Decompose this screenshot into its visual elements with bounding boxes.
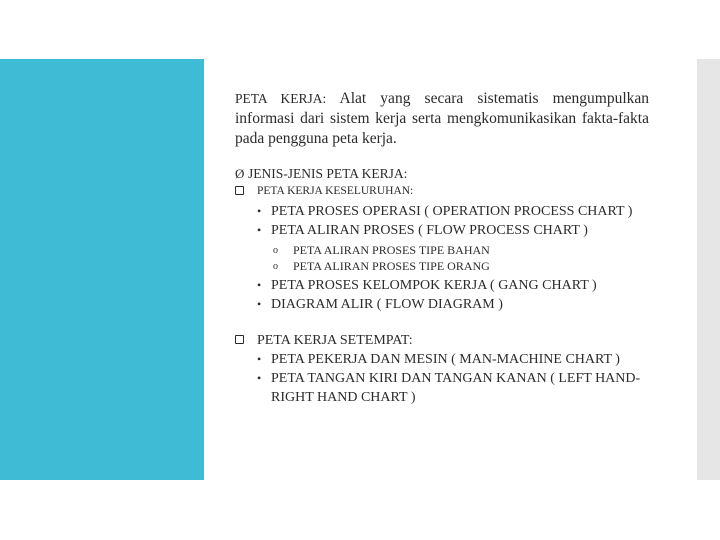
list-item-text: DIAGRAM ALIR ( FLOW DIAGRAM ) [271, 297, 503, 312]
sub-list-item-text: PETA ALIRAN PROSES TIPE BAHAN [293, 243, 490, 257]
slide [0, 59, 720, 480]
side-strip [697, 59, 720, 480]
circle-bullet-icon: o [273, 245, 278, 256]
circle-bullet-icon: o [273, 260, 278, 272]
slide-content [235, 89, 649, 407]
list-item-text: PETA PROSES KELOMPOK KERJA ( GANG CHART ) [271, 278, 597, 293]
list-item-text: PETA ALIRAN PROSES ( FLOW PROCESS CHART ) [271, 223, 588, 238]
list-item-text: PETA PEKERJA DAN MESIN ( MAN-MACHINE CHART ) [271, 352, 620, 367]
sub-list-item [235, 259, 649, 275]
list-item [235, 369, 649, 407]
dot-bullet-icon: • [257, 297, 262, 311]
intro-paragraph [235, 89, 649, 149]
dot-bullet-icon: • [257, 352, 262, 366]
section-overall-title-text: PETA KERJA KESELURUHAN: [257, 185, 414, 197]
list-item-text: PETA PROSES OPERASI ( OPERATION PROCESS CHART ) [271, 204, 633, 219]
list-item [235, 276, 649, 295]
section-local-title-text: PETA KERJA SETEMPAT: [257, 333, 413, 348]
sub-list-item-text: PETA ALIRAN PROSES TIPE ORANG [293, 258, 490, 273]
list-item [235, 350, 649, 369]
section-overall-title [235, 184, 649, 199]
accent-bar [0, 59, 204, 480]
sub-list-item [235, 243, 649, 259]
section-local-title [235, 332, 649, 350]
intro-term: PETA KERJA: [235, 91, 327, 106]
types-heading-text: JENIS-JENIS PETA KERJA: [248, 166, 408, 181]
list-item [235, 202, 649, 221]
checkbox-bullet-icon [235, 184, 257, 199]
types-heading [235, 166, 649, 182]
list-item [235, 295, 649, 314]
dot-bullet-icon: • [257, 278, 262, 292]
arrow-bullet-icon: Ø [235, 166, 245, 181]
dot-bullet-icon: • [257, 204, 262, 218]
checkbox-bullet-icon [235, 332, 257, 350]
list-item [235, 221, 649, 240]
dot-bullet-icon: • [257, 223, 262, 237]
dot-bullet-icon: • [257, 371, 262, 385]
list-item-text: PETA TANGAN KIRI DAN TANGAN KANAN ( LEFT HAND-RIGHT HAND CHART ) [271, 371, 641, 405]
intro-definition: Alat yang secara sistematis mengumpulkan informasi dari sistem kerja serta mengkomunikasikan fakta-fakta pada pengguna peta kerja. [235, 90, 649, 147]
